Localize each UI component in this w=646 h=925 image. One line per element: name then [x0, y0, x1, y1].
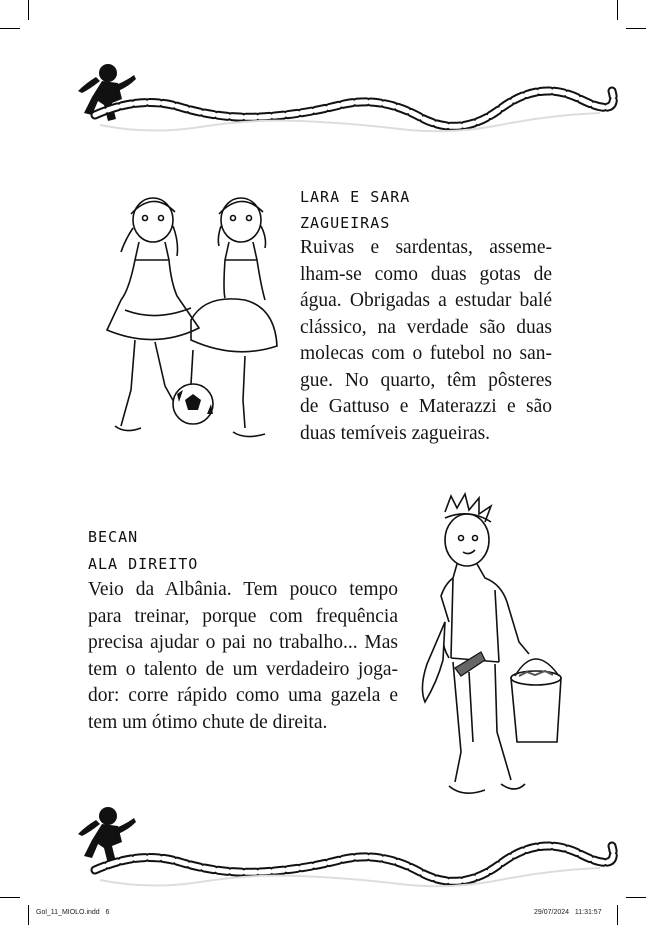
text-line: para treinar, porque com frequência [88, 605, 398, 627]
text-line: dor: corre rápido como uma gazela e [88, 685, 398, 706]
character-name: LARA E SARA [300, 188, 411, 206]
text-line: duas temíveis zagueiras. [300, 422, 491, 444]
text-line: de Gattuso e Materazzi e são [300, 396, 552, 417]
text-line: clássico, na verdade são duas [300, 316, 552, 338]
print-slug-filename: Gol_11_MIOLO.indd 6 [36, 909, 110, 916]
print-slug-datetime: 29/07/2024 11:31:57 [534, 909, 602, 916]
character-name: BECAN [88, 528, 139, 546]
crop-mark [0, 28, 20, 29]
boy-with-bucket-illustration [415, 492, 575, 807]
twin-girls-illustration [95, 190, 285, 445]
text-line: Ruivas e sardentas, asseme- [300, 237, 552, 258]
text-line: gue. No quarto, têm pôsteres [300, 369, 552, 391]
crop-mark [28, 905, 29, 925]
crop-mark [28, 0, 29, 20]
crop-mark [617, 0, 618, 20]
top-chain-border [0, 55, 646, 145]
text-line: água. Obrigadas a estudar balé [300, 290, 552, 311]
soccer-ball-icon [173, 384, 213, 424]
text-line: Veio da Albânia. Tem pouco tempo [88, 579, 398, 600]
text-line: tem um ótimo chute de direita. [88, 711, 328, 733]
character-role: ALA DIREITO [88, 555, 199, 573]
crop-mark [617, 905, 618, 925]
bottom-chain-border [0, 800, 646, 895]
crop-mark [626, 28, 646, 29]
crop-mark [626, 897, 646, 898]
text-line: molecas com o futebol no san- [300, 343, 552, 364]
character-description [88, 577, 398, 736]
character-description [300, 235, 552, 447]
text-line: tem o talento de um verdadeiro joga- [88, 658, 398, 680]
text-line: precisa ajudar o pai no trabalho... Mas [88, 632, 398, 653]
bucket-icon [511, 659, 561, 742]
text-line: lham-se como duas gotas de [300, 263, 552, 285]
character-role: ZAGUEIRAS [300, 214, 391, 232]
crop-mark [0, 897, 20, 898]
